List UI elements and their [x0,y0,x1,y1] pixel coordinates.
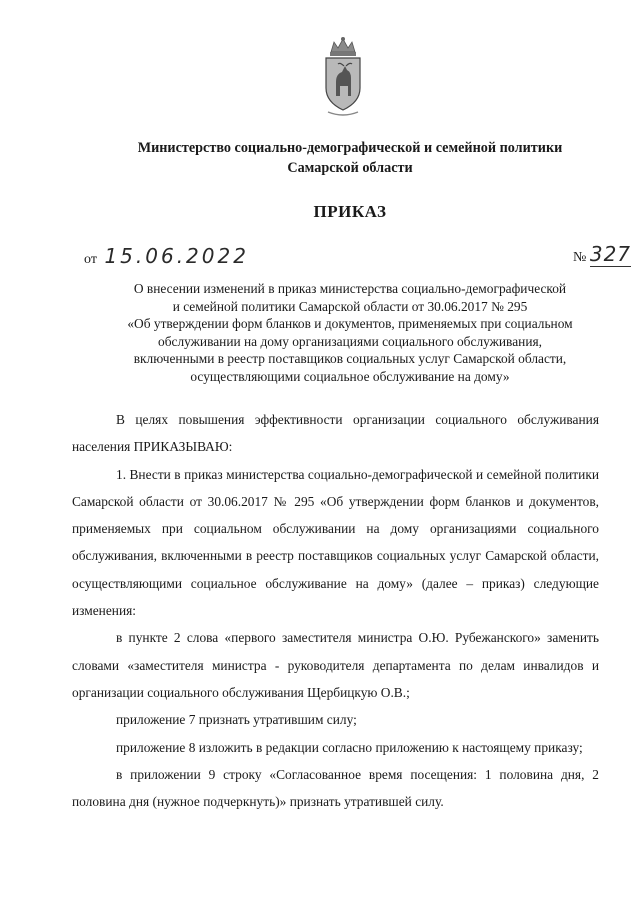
number-prefix: № [573,250,587,265]
coat-of-arms-emblem [318,36,368,118]
order-date [84,244,249,268]
subject-line: О внесении изменений в приказ министерства социально-демографической [133,281,567,296]
body-paragraph: в пункте 2 слова «первого заместителя министра О.Ю. Рубежанского» заменить словами «заместителя министра - руководителя департамента по делам инвалидов и организации социального обслуживания Щербицкую О.В.; [72,630,599,700]
date-prefix: от [84,252,97,267]
body-paragraph: В целях повышения эффективности организации социального обслуживания населения ПРИКАЗЫВАЮ: [72,412,599,455]
order-body [72,406,599,815]
ministry-name-line1: Министерство социально-демографической и семейной политики [137,140,563,156]
document-title: ПРИКАЗ [313,202,387,221]
ministry-name [60,138,640,178]
subject-line: «Об утверждении форм бланков и документов, применяемых при социальном [127,316,573,332]
body-paragraph: в приложении 9 строку «Согласованное время посещения: 1 половина дня, 2 половина дня (нужное подчеркнуть)» признать утратившей силу. [72,766,599,810]
subject-line: включенными в реестр поставщиков социальных услуг Самарской области, [133,351,567,367]
order-subject [72,280,628,386]
ministry-name-line2: Самарской области [287,160,413,176]
handwritten-date: 15.06.2022 [104,244,249,268]
subject-line: обслуживании на дому организациями социального обслуживания, [158,333,542,349]
subject-line: и семейной политики Самарской области от 30.06.2017 № 295 [172,298,528,314]
body-paragraph: 1. Внести в приказ министерства социально-демографической и семейной политики Самарской области от 30.06.2017 № 295 «Об утверждении форм бланков и документов, применяемых при социальном обслуживании на дому организациями социального обслуживания, включенными в реестр поставщиков социальных услуг Самарской области, осуществляющими социальное обслуживание на дому» (далее – приказ) следующие изменения: [72,466,599,619]
body-paragraph: приложение 7 признать утратившим силу; [116,712,357,728]
handwritten-number: 327 [589,242,632,266]
body-paragraph: приложение 8 изложить в редакции согласно приложению к настоящему приказу; [116,739,583,755]
subject-line: осуществляющими социальное обслуживание на дому» [190,368,510,384]
order-number [573,242,631,266]
